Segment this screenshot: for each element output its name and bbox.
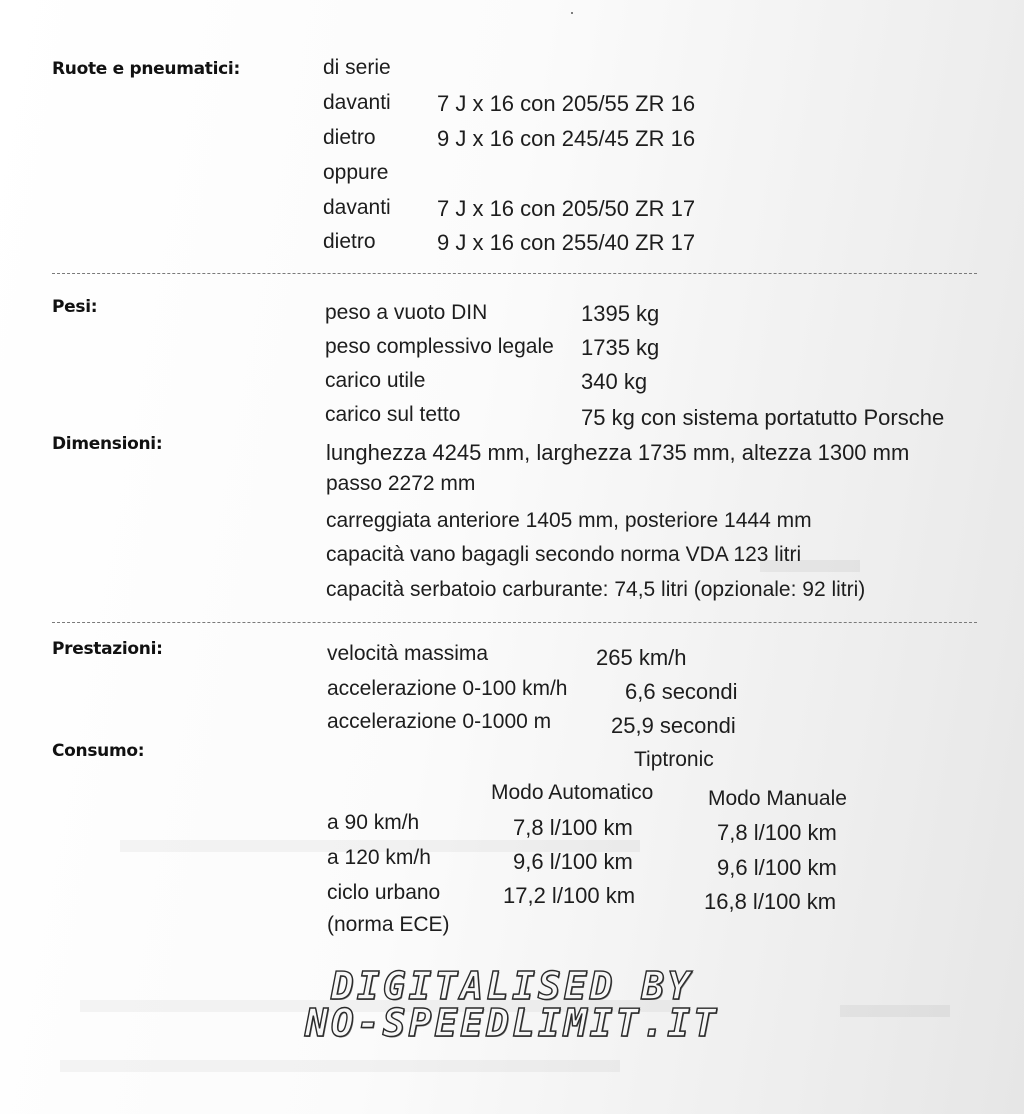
wheels-row-pos: dietro: [323, 126, 376, 149]
consumption-note: (norma ECE): [327, 913, 450, 936]
weights-row-value: 1395 kg: [581, 301, 660, 326]
wheels-row-spec: 7 J x 16 con 205/50 ZR 17: [437, 196, 696, 221]
wheels-row-pos: davanti: [323, 91, 391, 114]
performance-row-value: 6,6 secondi: [625, 679, 738, 704]
weights-row-value: 75 kg con sistema portatutto Porsche: [581, 405, 945, 430]
watermark-line-1: DIGITALISED BY: [330, 964, 694, 1008]
wheels-row-pos: dietro: [323, 230, 376, 253]
watermark-line-2: NO-SPEEDLIMIT.IT: [304, 1001, 720, 1045]
performance-row-value: 25,9 secondi: [611, 713, 736, 738]
dimensions-line: lunghezza 4245 mm, larghezza 1735 mm, altezza 1300 mm: [326, 440, 910, 465]
weights-row-name: peso complessivo legale: [325, 335, 554, 358]
wheels-row-spec: 7 J x 16 con 205/55 ZR 16: [437, 91, 696, 116]
performance-row-value: 265 km/h: [596, 645, 687, 670]
consumption-row-name: ciclo urbano: [327, 881, 441, 904]
wheels-row-spec: 9 J x 16 con 255/40 ZR 17: [437, 230, 696, 255]
dimensions-line: capacità serbatoio carburante: 74,5 litri (opzionale: 92 litri): [326, 578, 866, 601]
consumption-row-auto: 7,8 l/100 km: [513, 815, 633, 840]
weights-row-name: carico utile: [325, 369, 426, 392]
dimensions-line: capacità vano bagagli secondo norma VDA 123 litri: [326, 543, 802, 566]
consumption-row-manual: 16,8 l/100 km: [704, 889, 837, 914]
section-label-consumption: Consumo:: [52, 741, 145, 761]
section-divider: [52, 622, 977, 623]
dimensions-line: carreggiata anteriore 1405 mm, posteriore 1444 mm: [326, 509, 812, 532]
consumption-row-name: a 90 km/h: [327, 811, 420, 834]
section-label-dimensions: Dimensioni:: [52, 434, 163, 454]
weights-row-name: carico sul tetto: [325, 403, 461, 426]
bleed-through-decoration: [60, 1060, 620, 1072]
weights-row-name: peso a vuoto DIN: [325, 301, 488, 324]
section-divider: [52, 273, 977, 274]
performance-row-name: velocità massima: [327, 642, 489, 665]
weights-row-value: 340 kg: [581, 369, 648, 394]
consumption-row-manual: 9,6 l/100 km: [717, 855, 837, 880]
wheels-standard-label: di serie: [323, 56, 391, 79]
wheels-optional-label: oppure: [323, 161, 389, 184]
consumption-col-auto: Modo Automatico: [491, 781, 654, 804]
dimensions-line: passo 2272 mm: [326, 472, 476, 495]
consumption-group-header: Tiptronic: [634, 748, 714, 771]
performance-row-name: accelerazione 0-1000 m: [327, 710, 552, 733]
section-label-performance: Prestazioni:: [52, 639, 163, 659]
speck: [571, 12, 573, 14]
weights-row-value: 1735 kg: [581, 335, 660, 360]
consumption-row-auto: 9,6 l/100 km: [513, 849, 633, 874]
consumption-row-auto: 17,2 l/100 km: [503, 883, 636, 908]
section-label-weights: Pesi:: [52, 297, 98, 317]
consumption-col-manual: Modo Manuale: [708, 787, 847, 810]
wheels-row-pos: davanti: [323, 196, 391, 219]
performance-row-name: accelerazione 0-100 km/h: [327, 677, 568, 700]
consumption-row-manual: 7,8 l/100 km: [717, 820, 837, 845]
section-label-wheels: Ruote e pneumatici:: [52, 59, 240, 79]
consumption-row-name: a 120 km/h: [327, 846, 431, 869]
wheels-row-spec: 9 J x 16 con 245/45 ZR 16: [437, 126, 696, 151]
